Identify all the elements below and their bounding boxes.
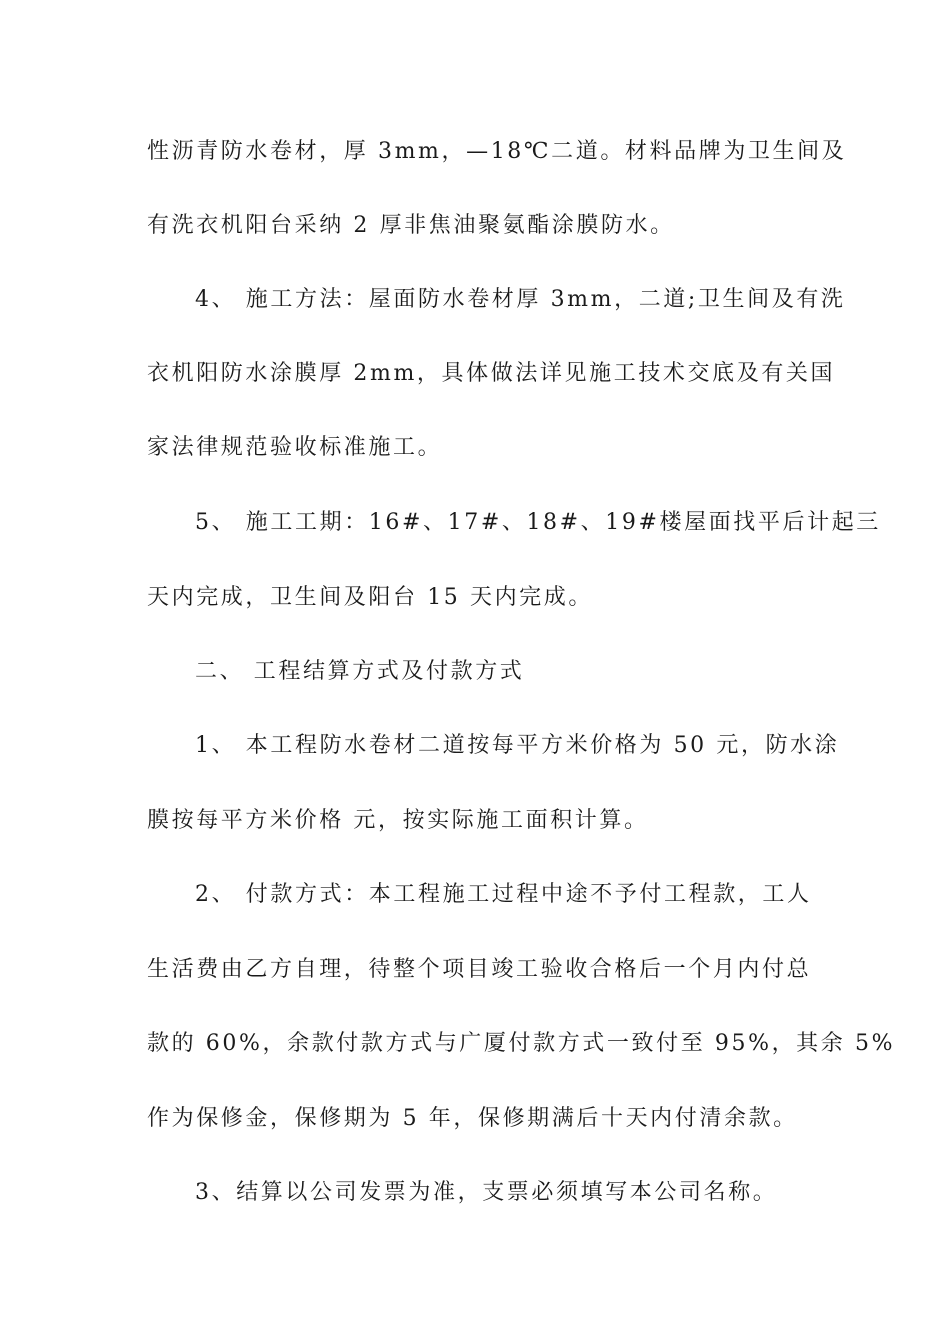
text-line-11: 2、 付款方式：本工程施工过程中途不予付工程款，工人 [195, 882, 812, 907]
text-line-2: 有洗衣机阳台采纳 2 厚非焦油聚氨酯涂膜防水。 [147, 213, 675, 238]
text-line-6: 5、 施工工期：16#、17#、18#、19#楼屋面找平后计起三 [195, 510, 881, 535]
text-line-7: 天内完成，卫生间及阳台 15 天内完成。 [147, 585, 593, 610]
text-line-13: 款的 60%，余款付款方式与广厦付款方式一致付至 95%，其余 5% [147, 1031, 896, 1056]
text-line-15: 3、结算以公司发票为准，支票必须填写本公司名称。 [195, 1180, 778, 1205]
text-line-14: 作为保修金，保修期为 5 年，保修期满后十天内付清余款。 [147, 1106, 798, 1131]
section-heading-2: 二、 工程结算方式及付款方式 [195, 659, 525, 684]
text-line-3: 4、 施工方法：屋面防水卷材厚 3mm，二道;卫生间及有洗 [195, 287, 846, 312]
text-line-4: 衣机阳防水涂膜厚 2mm，具体做法详见施工技术交底及有关国 [147, 361, 836, 386]
text-line-5: 家法律规范验收标准施工。 [147, 435, 443, 460]
text-line-12: 生活费由乙方自理，待整个项目竣工验收合格后一个月内付总 [147, 957, 812, 982]
text-line-10: 膜按每平方米价格 元，按实际施工面积计算。 [147, 808, 649, 833]
text-line-9: 1、 本工程防水卷材二道按每平方米价格为 50 元，防水涂 [195, 733, 840, 758]
text-line-1: 性沥青防水卷材，厚 3mm，—18℃二道。材料品牌为卫生间及 [147, 139, 847, 164]
